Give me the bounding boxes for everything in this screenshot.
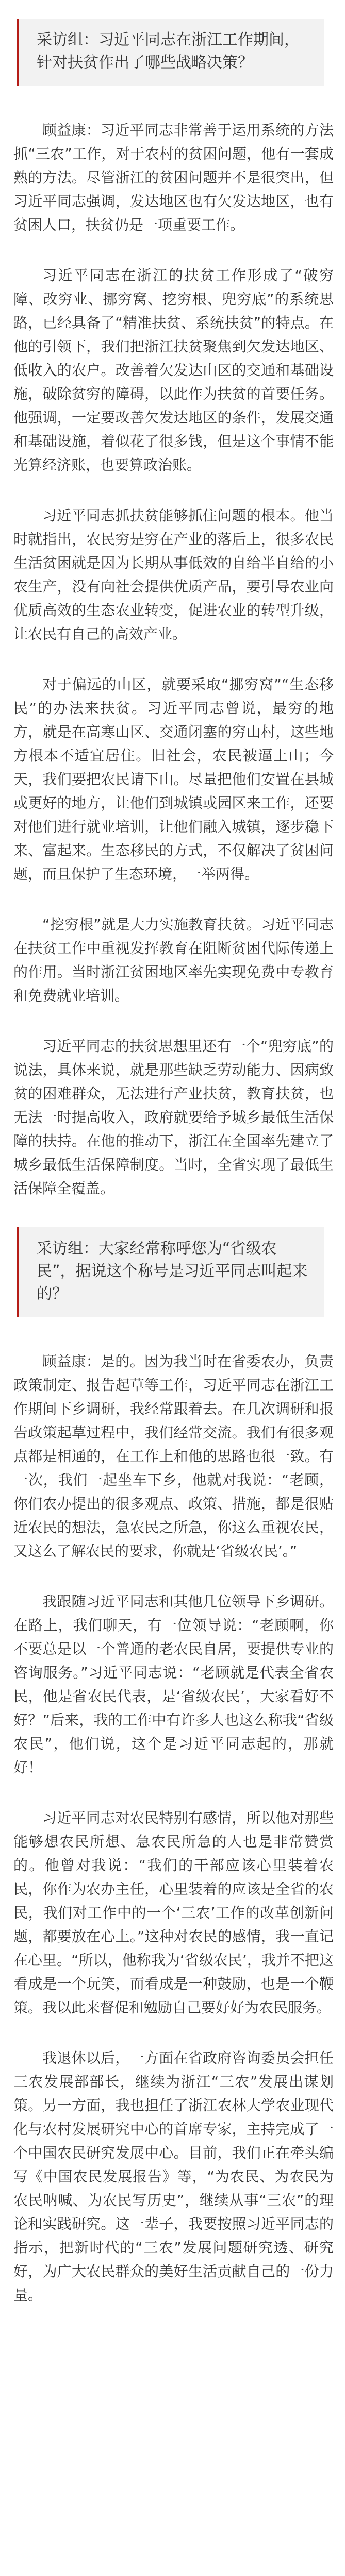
answer-paragraph: 习近平同志在浙江的扶贫工作形成了“破穷障、改穷业、挪穷窝、挖穷根、兜穷底”的系统思路，已经具备了“精准扶贫、系统扶贫”的特点。在他的引领下，我们把浙江扶贫聚焦到欠发达地区、低收入的农户。改善着欠发达山区的交通和基础设施，破除贫穷的障碍，以此作为扶贫的首要任务。他强调，一定要改善欠发达地区的条件，发展交通和基础设施，着似花了很多钱，但是这个事情不能光算经济账，也要算政治账。 xyxy=(13,267,334,473)
question-box-1 xyxy=(17,19,324,86)
answer-paragraph: 顾益康：习近平同志非常善于运用系统的方法抓“三农”工作，对于农村的贫困问题，他有一套成熟的方法。尽管浙江的贫困问题并不是很突出，但习近平同志强调，发达地区也有欠发达地区，也有贫困人口，扶贫仍是一项重要工作。 xyxy=(13,122,334,233)
answer-paragraph: 习近平同志的扶贫思想里还有一个“兜穷底”的说法，具体来说，就是那些缺乏劳动能力、因病致贫的困难群众，无法进行产业扶贫，教育扶贫，也无法一时提高收入，政府就要给予城乡最低生活保障的扶持。在他的推动下，浙江在全国率先建立了城乡最低生活保障制度。当时，全省实现了最低生活保障全覆盖。 xyxy=(13,1038,334,1197)
question-box-2 xyxy=(17,1227,324,1317)
answer-paragraph: 习近平同志对农民特别有感情，所以他对那些能够想农民所想、急农民所急的人也是非常赞赏的。他曾对我说：“我们的干部应该心里装着农民，你作为农办主任，心里装着的应该是全省的农民，我们对工作中的一个‘三农’工作的改革创新问题，都要放在心上。”这种对农民的感情，我一直记在心里。“所以，他称我为‘省级农民’，我并不把这看成是一个玩笑，而看成是一种鼓励，也是一个鞭策。我以此来督促和勉励自己要好好为农民服务。 xyxy=(13,1809,334,2016)
question-text: 习近平同志在浙江工作期间，针对扶贫作出了哪些战略决策？ xyxy=(37,31,300,72)
question-speaker: 采访组： xyxy=(37,1240,98,1258)
answer-paragraph: 对于偏远的山区，就要采取“挪穷窝”“生态移民”的办法来扶贫。习近平同志曾说，最穷的地方，就是在高寒山区、交通闭塞的穷山村，这些地方根本不适宜居住。旧社会，农民被逼上山；今天，我们要把农民请下山。尽量把他们安置在县城或更好的地方，让他们到城镇或园区来工作，还要对他们进行就业培训，让他们融入城镇，逐步稳下来、富起来。生态移民的方式，不仅解决了贫困问题，而且保护了生态环境，一举两得。 xyxy=(13,676,334,883)
answer-paragraph: 顾益康：是的。因为我当时在省委农办，负责政策制定、报告起草等工作，习近平同志在浙江工作期间下乡调研，我经常跟着去。在几次调研和报告政策起草过程中，我们经常交流。我们有很多观点都是相通的，在工作上和他的思路也很一致。有一次，我们一起坐车下乡，他就对我说：“老顾，你们农办提出的很多观点、政策、措施，都是很贴近农民的想法，急农民之所急，你这么重视农民，又这么了解农民的要求，你就是‘省级农民’。” xyxy=(13,1353,334,1560)
question-speaker: 采访组： xyxy=(37,31,98,49)
question-text: 大家经常称呼您为“省级农民”，据说这个称号是习近平同志叫起来的？ xyxy=(37,1240,308,1303)
answer-paragraph: 我退休以后，一方面在省政府咨询委员会担任三农发展部部长，继续为浙江“三农”发展出谋划策。另一方面，我也担任了浙江农林大学农业现代化与农村发展研究中心的首席专家，主持完成了一个中国农民研究发展中心。目前，我们正在牵头编写《中国农民发展报告》等，“为农民、为农民为农民呐喊、为农民写历史”，继续从事“三农”的理论和实践研究。这一辈子，我要按照习近平同志的指示，把新时代的“三农”发展问题研究透、研究好，为广大农民群众的美好生活贡献自己的一份力量。 xyxy=(13,2049,334,2303)
answer-paragraph: 习近平同志抓扶贫能够抓住问题的根本。他当时就指出，农民穷是穷在产业的落后上，很多农民生活贫困就是因为长期从事低效的自给半自给的小农生产，没有向社会提供优质产品，要引导农业向优质高效的生态农业转变，促进农业的转型升级，让农民有自己的高效产业。 xyxy=(13,507,334,642)
answer-paragraph: 我跟随习近平同志和其他几位领导下乡调研。在路上，我们聊天，有一位领导说：“老顾啊，你不要总是以一个普通的老农民自居，要提供专业的咨询服务。”习近平同志说：“老顾就是代表全省农民，他是省农民代表，是‘省级农民’，大家看好不好？”后来，我的工作中有许多人也这么称我“省级农民”，他们说，这个是习近平同志起的，那就好！ xyxy=(13,1593,334,1776)
answer-paragraph: “挖穷根”就是大力实施教育扶贫。习近平同志在扶贫工作中重视发挥教育在阻断贫困代际传递上的作用。当时浙江贫困地区率先实现免费中专教育和免费就业培训。 xyxy=(13,916,334,1004)
